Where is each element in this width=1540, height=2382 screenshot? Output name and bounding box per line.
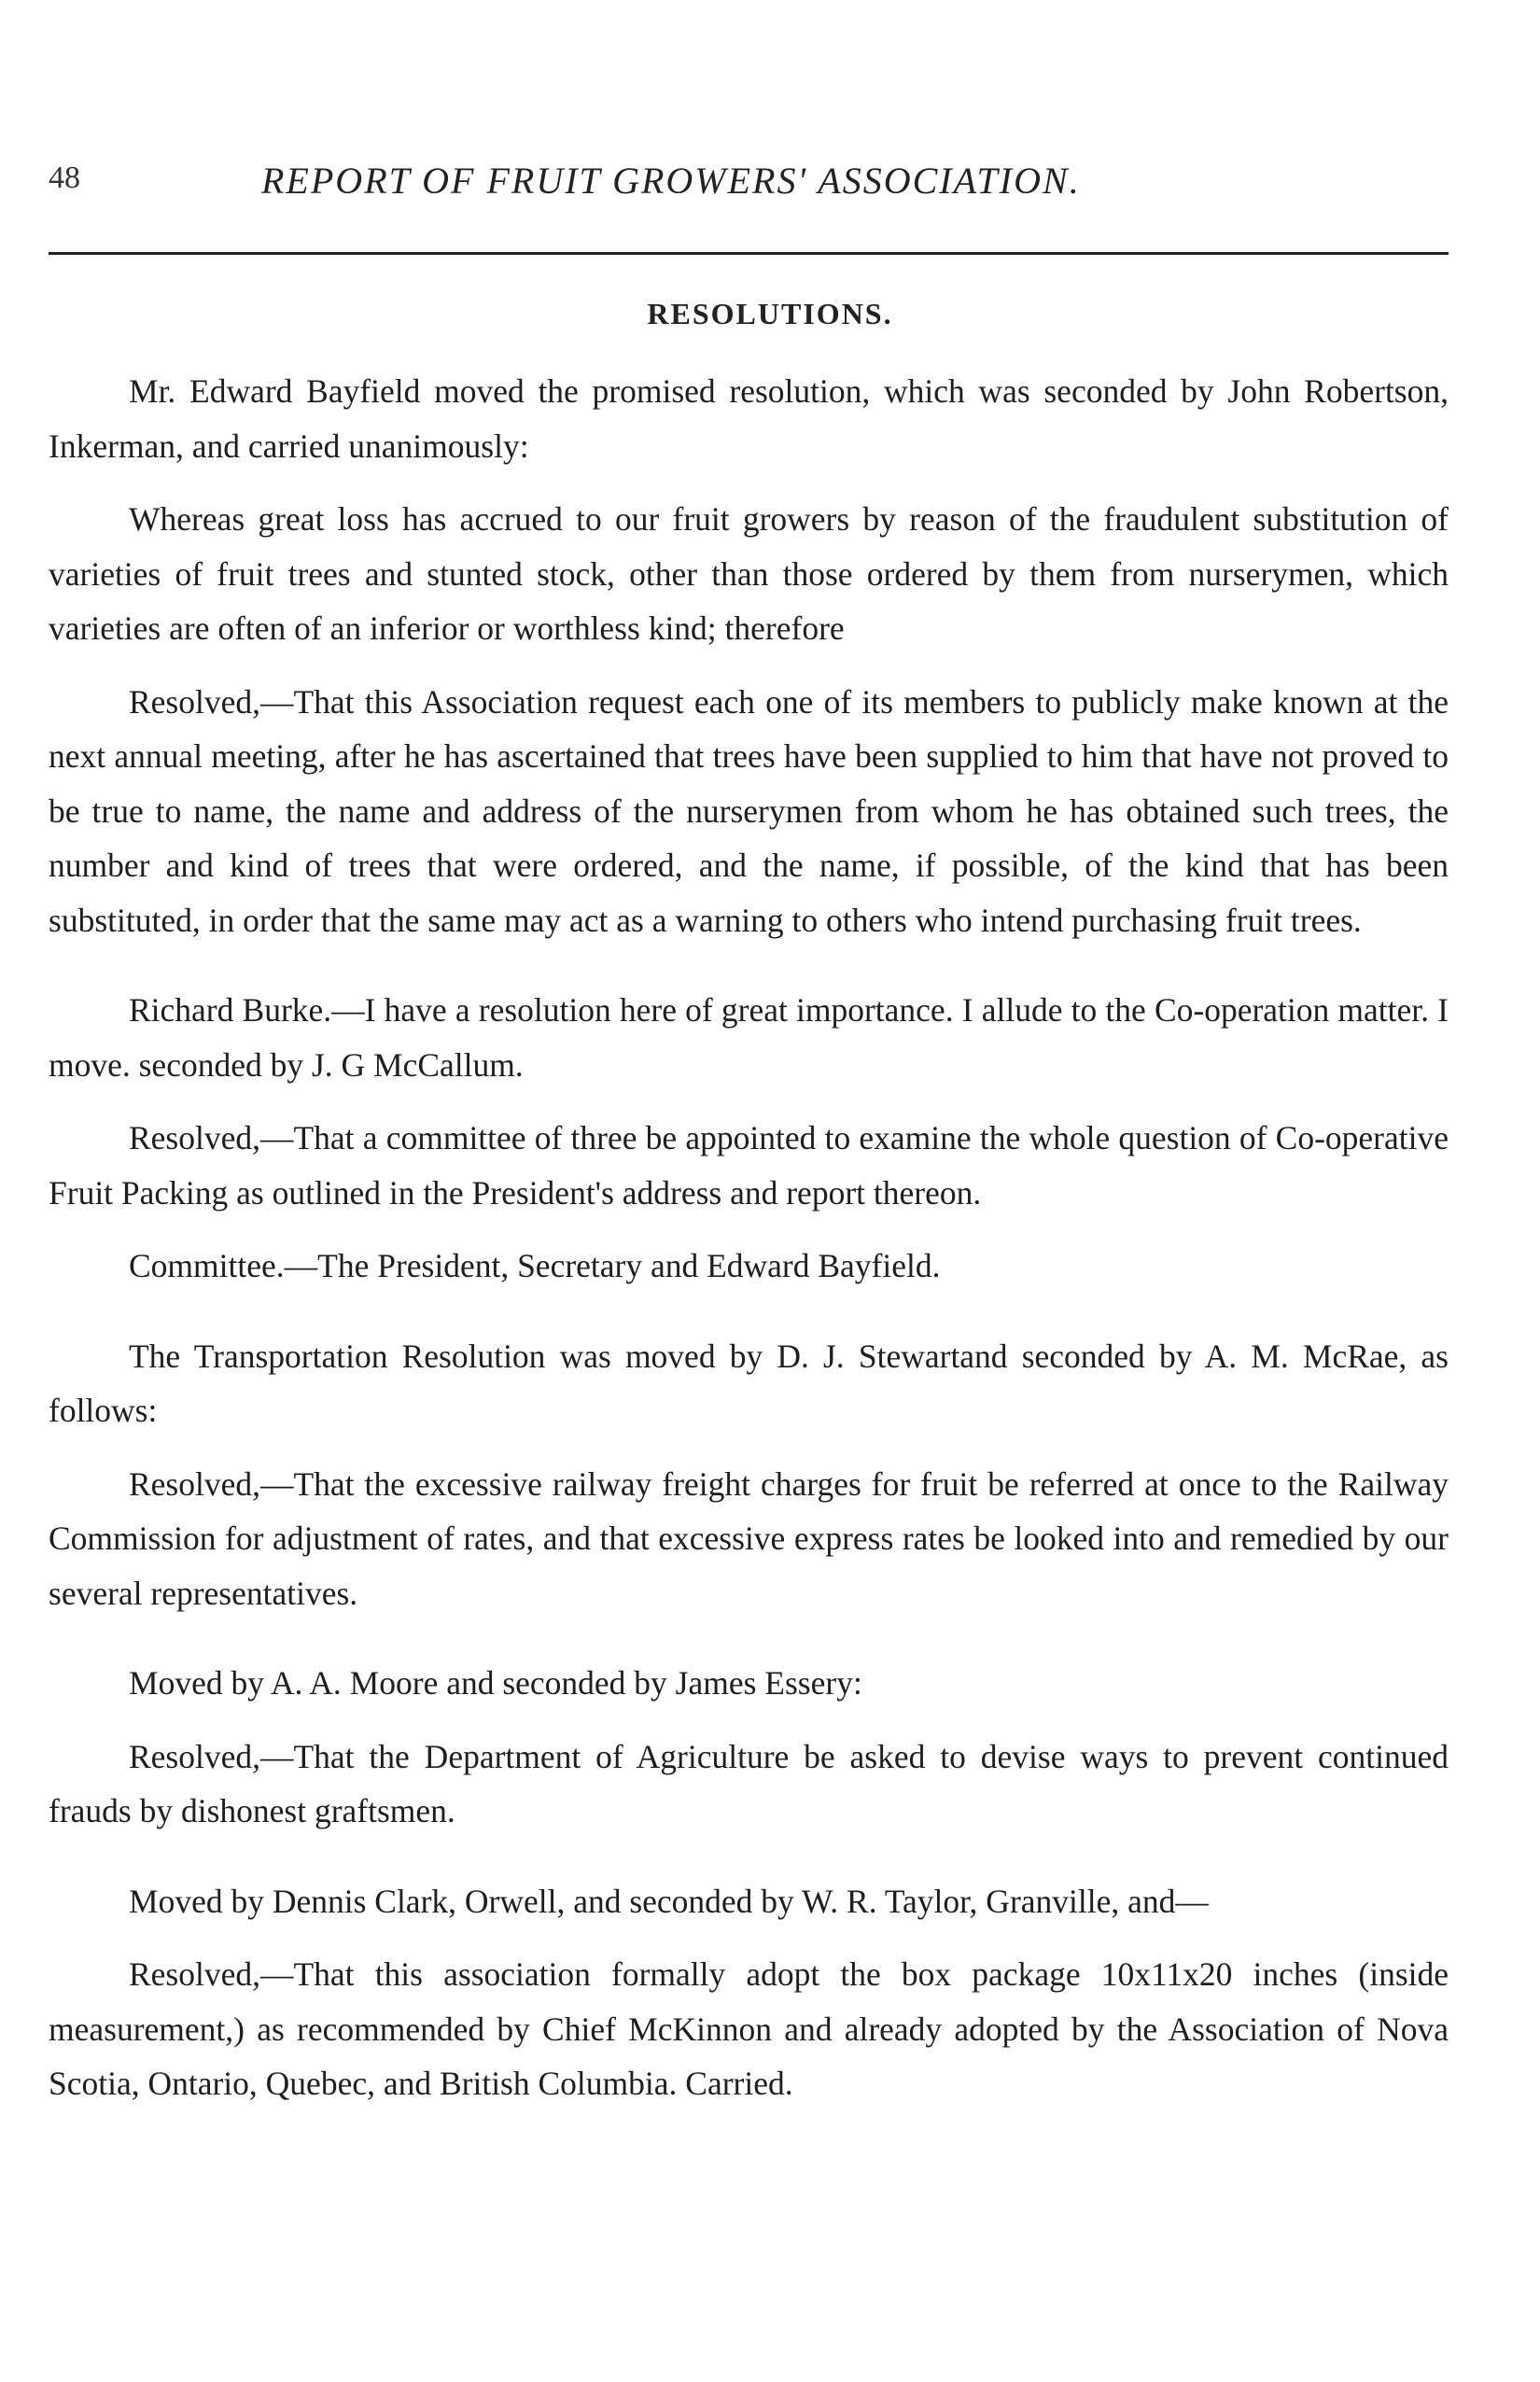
paragraph-resolved-freight: Resolved,—That the excessive railway freight charges for fruit be referred at once to the Railway Commission for adjustment of rates, and that excessive express rates be looked into and remedied by our several representatives. [49,1464,1449,1612]
paragraph-clark-motion: Moved by Dennis Clark, Orwell, and seconded by W. R. Taylor, Granville, and— [129,1882,1209,1920]
paragraph-transportation-motion: The Transportation Resolution was moved by D. J. Stewartand seconded by A. M. McRae, as follows: [49,1337,1449,1429]
paragraph-resolved-nurserymen: Resolved,—That this Association request each one of its members to publicly make known at the next annual meeting, after he has ascertained that trees have been supplied to him that have not proved to be true to name, the name and address of the nurserymen from whom he has obtained such trees, the number and kind of trees that were ordered, and the name, if possible, of the kind that has been substituted, in order that the same may act as a warning to others who intend purchasing fruit trees. [49,682,1449,939]
paragraph-committee-members: Committee.—The President, Secretary and Edward Bayfield. [129,1247,941,1284]
page-header [0,159,1540,215]
paragraph-resolved-box-package: Resolved,—That this association formally adopt the box package 10x11x20 inches (inside measurement,) as recommended by Chief McKinnon and already adopted by the Association of Nova Scotia, Ontario, Quebec, and British Columbia. Carried. [49,1955,1449,2102]
paragraph-whereas: Whereas great loss has accrued to our fruit growers by reason of the fraudulent substitution of varieties of fruit trees and stunted stock, other than those ordered by them from nurserymen, which varieties are often of an inferior or worthless kind; therefore [49,500,1449,647]
section-heading: RESOLUTIONS. [647,297,893,330]
header-rule [49,252,1449,255]
running-title: REPORT OF FRUIT GROWERS' ASSOCIATION. [261,160,1081,202]
paragraph-resolved-committee: Resolved,—That a committee of three be appointed to examine the whole question of Co-operative Fruit Packing as outlined in the President's address and report thereon. [49,1119,1449,1212]
paragraph-resolved-frauds: Resolved,—That the Department of Agriculture be asked to devise ways to prevent continued frauds by dishonest graftsmen. [49,1737,1449,1829]
body-text [49,364,1449,2130]
page-number: 48 [49,161,80,195]
paragraph-bayfield-motion: Mr. Edward Bayfield moved the promised resolution, which was seconded by John Robertson, Inkerman, and carried unanimously: [49,372,1449,465]
paragraph-moore-motion: Moved by A. A. Moore and seconded by James Essery: [129,1664,862,1702]
paragraph-burke-motion: Richard Burke.—I have a resolution here of great importance. I allude to the Co-operation matter. I move. seconded by J. G McCallum. [49,991,1449,1084]
